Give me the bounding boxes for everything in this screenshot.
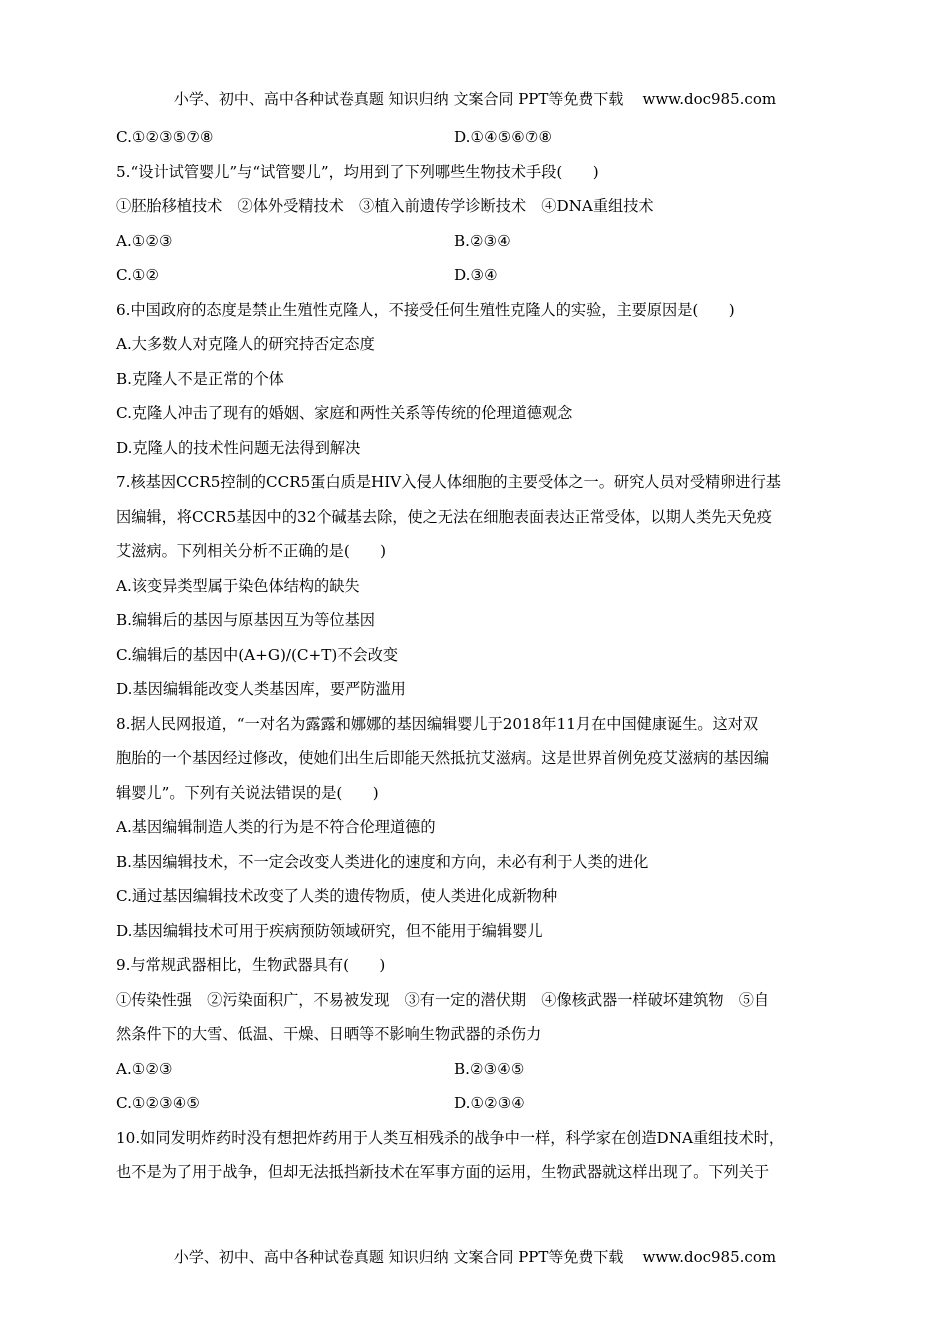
q9-items-line2: 然条件下的大雪、低温、干燥、日晒等不影响生物武器的杀伤力 xyxy=(116,1025,542,1043)
option-b: B.②③④⑤ xyxy=(454,1059,525,1078)
page-header: 小学、初中、高中各种试卷真题 知识归纳 文案合同 PPT等免费下载 www.doc985.com xyxy=(173,90,777,108)
option-a: A.该变异类型属于染色体结构的缺失 xyxy=(116,576,360,595)
q9-options-ab xyxy=(116,1056,838,1091)
q5-stem: 5.“设计试管婴儿”与“试管婴儿”，均用到了下列哪些生物技术手段( ) xyxy=(116,162,599,181)
option-d: D.①④⑤⑥⑦⑧ xyxy=(454,128,553,146)
q9-items-line1: ①传染性强 ②污染面积广，不易被发现 ③有一定的潜伏期 ④像核武器一样破坏建筑物 ⑤自 xyxy=(116,990,770,1009)
q5-options-cd xyxy=(116,262,838,297)
option-d: D.基因编辑技术可用于疾病预防领域研究，但不能用于编辑婴儿 xyxy=(116,921,543,940)
prev-options xyxy=(116,124,838,159)
option-c: C.通过基因编辑技术改变了人类的遗传物质，使人类进化成新物种 xyxy=(116,887,558,905)
q8-stem-line1: 8.据人民网报道，“一对名为露露和娜娜的基因编辑婴儿于2018年11月在中国健康诞生。这对双 xyxy=(116,714,759,733)
option-d: D.③④ xyxy=(454,266,498,284)
option-a: A.①②③ xyxy=(116,231,173,250)
q5-options-ab xyxy=(116,228,838,263)
option-b: B.基因编辑技术，不一定会改变人类进化的速度和方向，未必有利于人类的进化 xyxy=(116,852,649,871)
option-d: D.①②③④ xyxy=(454,1094,525,1112)
option-b: B.②③④ xyxy=(454,231,511,250)
q8-stem-line2: 胞胎的一个基因经过修改，使她们出生后即能天然抵抗艾滋病。这是世界首例免疫艾滋病的基因编 xyxy=(116,749,770,767)
page-footer: 小学、初中、高中各种试卷真题 知识归纳 文案合同 PPT等免费下载 www.doc985.com xyxy=(173,1248,777,1266)
q7-stem-line1: 7.核基因CCR5控制的CCR5蛋白质是HIV入侵人体细胞的主要受体之一。研究人员对受精卵进行基 xyxy=(116,473,781,491)
option-b: B.克隆人不是正常的个体 xyxy=(116,369,284,388)
option-a: A.大多数人对克隆人的研究持否定态度 xyxy=(116,335,375,353)
option-c: C.克隆人冲击了现有的婚姻、家庭和两性关系等传统的伦理道德观念 xyxy=(116,404,573,422)
option-c: C.①②③⑤⑦⑧ xyxy=(116,128,214,146)
exam-content xyxy=(116,124,838,1194)
q9-stem: 9.与常规武器相比，生物武器具有( ) xyxy=(116,956,386,974)
q5-items: ①胚胎移植技术 ②体外受精技术 ③植入前遗传学诊断技术 ④DNA重组技术 xyxy=(116,197,654,215)
q8-stem-line3: 辑婴儿”。下列有关说法错误的是( ) xyxy=(116,783,379,802)
q7-stem-line2: 因编辑，将CCR5基因中的32个碱基去除，使之无法在细胞表面表达正常受体，以期人类先天免疫 xyxy=(116,507,772,526)
option-b: B.编辑后的基因与原基因互为等位基因 xyxy=(116,611,375,629)
option-c: C.编辑后的基因中(A+G)/(C+T)不会改变 xyxy=(116,645,399,664)
q10-stem-line2: 也不是为了用于战争，但却无法抵挡新技术在军事方面的运用，生物武器就这样出现了。下列关于 xyxy=(116,1163,770,1181)
option-d: D.克隆人的技术性问题无法得到解决 xyxy=(116,438,361,457)
option-a: A.基因编辑制造人类的行为是不符合伦理道德的 xyxy=(116,818,436,836)
option-a: A.①②③ xyxy=(116,1059,173,1078)
q7-stem-line3: 艾滋病。下列相关分析不正确的是( ) xyxy=(116,542,387,560)
q9-options-cd xyxy=(116,1090,838,1125)
option-c: C.①②③④⑤ xyxy=(116,1094,200,1112)
q6-stem: 6.中国政府的态度是禁止生殖性克隆人，不接受任何生殖性克隆人的实验，主要原因是( ) xyxy=(116,300,735,319)
q10-stem-line1: 10.如同发明炸药时没有想把炸药用于人类互相残杀的战争中一样，科学家在创造DNA重组技术时， xyxy=(116,1128,785,1147)
option-c: C.①② xyxy=(116,266,160,284)
option-d: D.基因编辑能改变人类基因库，要严防滥用 xyxy=(116,680,406,698)
